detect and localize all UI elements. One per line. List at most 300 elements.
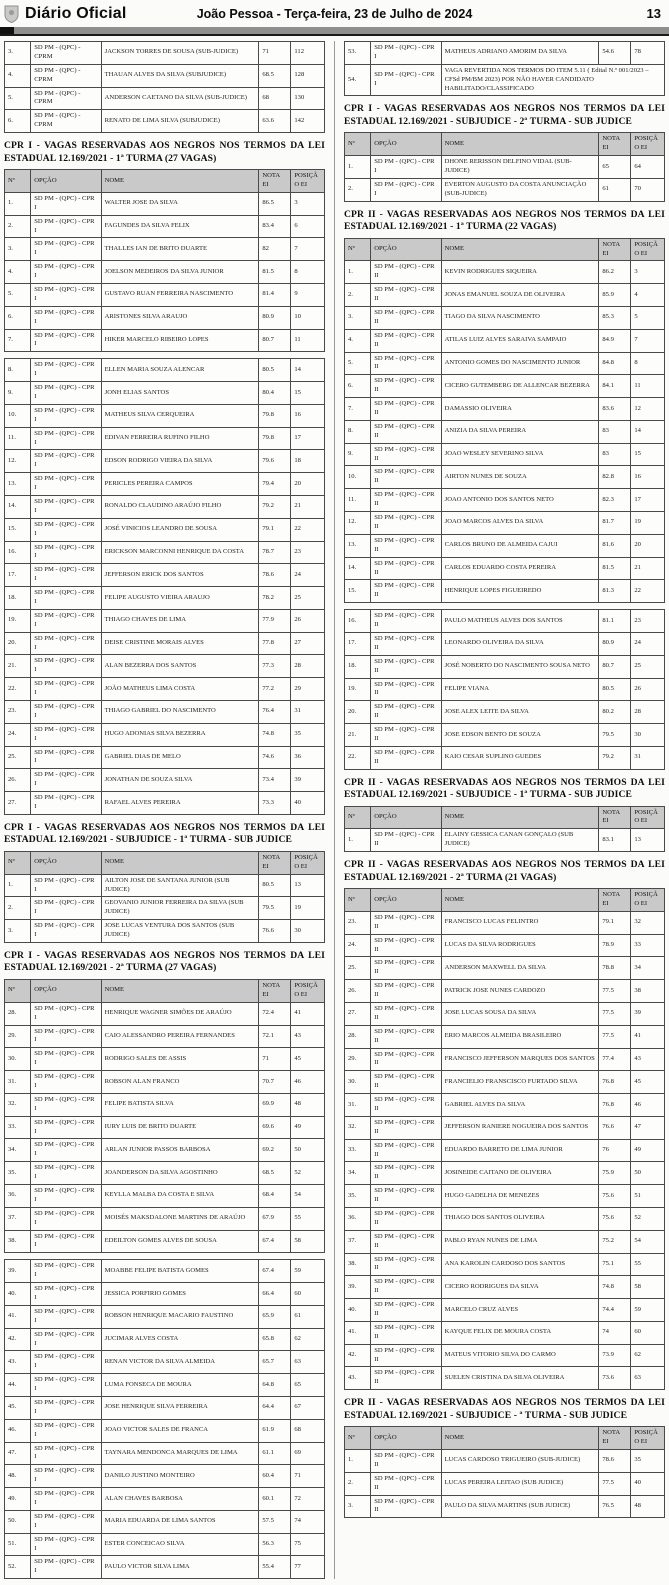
row-nota: 80.9 [259, 306, 291, 329]
table-row [345, 1367, 665, 1390]
row-posicao: 17 [631, 489, 665, 512]
row-opcao: SD PM - (QPC) - CPR I [31, 427, 101, 450]
row-nome: JONH ELIAS SANTOS [101, 382, 259, 405]
row-opcao: SD PM - (QPC) - CPR I [31, 261, 101, 284]
table-row [345, 178, 665, 201]
row-opcao: SD PM - (QPC) - CPR I [31, 1139, 101, 1162]
row-number: 2. [345, 1472, 371, 1495]
column-header-posicao: POSIÇÃO EI [631, 806, 665, 829]
results-table [4, 851, 325, 943]
row-nota: 65.9 [259, 1305, 291, 1328]
row-nota: 67.9 [259, 1207, 291, 1230]
row-nome: ELAINY GESSICA CANAN GONÇALO (SUB JUDICE) [441, 829, 599, 852]
row-posicao: 31 [291, 701, 325, 724]
table-row [5, 1025, 325, 1048]
row-nome: PAULO MATHEUS ALVES DOS SANTOS [441, 610, 599, 633]
row-number: 18. [5, 587, 31, 610]
column-header-opcao: OPÇÃO [371, 889, 441, 912]
row-nome: JUCIMAR ALVES COSTA [101, 1328, 259, 1351]
row-nome: DEISE CRISTINE MORAIS ALVES [101, 632, 259, 655]
table-row [345, 655, 665, 678]
row-nome: TAYNARA MENDONCA MARQUES DE LIMA [101, 1442, 259, 1465]
row-nome: GABRIEL ALVES DA SILVA [441, 1094, 599, 1117]
row-number: 4. [5, 64, 31, 87]
table-row [5, 1116, 325, 1139]
row-nota: 86.2 [599, 261, 631, 284]
row-opcao: SD PM - (QPC) - CPR II [371, 724, 441, 747]
row-opcao: SD PM - (QPC) - CPR II [371, 829, 441, 852]
table-row [5, 1556, 325, 1579]
row-nota: 82.3 [599, 489, 631, 512]
section-title: CPR II - VAGAS RESERVADAS AOS NEGROS NOS TERMOS DA LEI ESTADUAL 12.169/2021 - SUBJUDICE - 1ª TURMA - SUB JUDICE [344, 776, 665, 801]
row-opcao: SD PM - (QPC) - CPR I [31, 359, 101, 382]
table-row [5, 42, 325, 65]
column-header-posicao: POSIÇÃO EI [631, 1427, 665, 1450]
row-opcao: SD PM - (QPC) - CPR I [31, 215, 101, 238]
row-nome: JOSE LUCAS SOUSA DA SILVA [441, 1002, 599, 1025]
row-posicao: 77 [291, 1556, 325, 1579]
row-posicao: 40 [631, 1472, 665, 1495]
row-posicao: 4 [631, 284, 665, 307]
row-nome: PAULO DA SILVA MARTINS (SUB JUDICE) [441, 1495, 599, 1518]
table-row [5, 87, 325, 110]
row-nota: 64.4 [259, 1397, 291, 1420]
row-posicao: 33 [631, 934, 665, 957]
row-opcao: SD PM - (QPC) - CPR I [31, 1116, 101, 1139]
row-nome: KAYQUE FELIX DE MOURA COSTA [441, 1321, 599, 1344]
table-row [345, 1116, 665, 1139]
row-posicao: 52 [631, 1208, 665, 1231]
row-number: 26. [345, 980, 371, 1003]
row-number: 43. [5, 1351, 31, 1374]
table-row [345, 375, 665, 398]
table-row [5, 110, 325, 133]
row-number: 36. [5, 1184, 31, 1207]
table-row [345, 466, 665, 489]
row-nota: 74.8 [599, 1276, 631, 1299]
row-nome: THIAGO DOS SANTOS OLIVEIRA [441, 1208, 599, 1231]
row-nota: 77.9 [259, 609, 291, 632]
row-nome: JOSE HENRIQUE SILVA FERREIRA [101, 1397, 259, 1420]
row-posicao: 70 [631, 178, 665, 201]
row-opcao: SD PM - (QPC) - CPR II [371, 466, 441, 489]
row-nome: HENRIQUE LOPES FIGUEIREDO [441, 580, 599, 603]
row-nome: MATHEUS SILVA CERQUEIRA [101, 404, 259, 427]
row-number: 19. [5, 609, 31, 632]
row-nota: 68.5 [259, 1162, 291, 1185]
row-nome: RENAN VICTOR DA SILVA ALMEIDA [101, 1351, 259, 1374]
row-opcao: SD PM - (QPC) - CPR I [371, 156, 441, 179]
row-number: 26. [5, 769, 31, 792]
row-number: 54. [345, 64, 371, 96]
row-posicao: 54 [631, 1230, 665, 1253]
column-header-nome: NOME [101, 851, 259, 874]
column-header-nota: NOTA EI [259, 851, 291, 874]
table-row [345, 64, 665, 96]
table-row [5, 496, 325, 519]
column-header-opcao: OPÇÃO [371, 1427, 441, 1450]
results-table [344, 132, 665, 201]
right-column [344, 41, 665, 1585]
row-number: 22. [345, 746, 371, 769]
row-opcao: SD PM - (QPC) - CPR II [371, 1495, 441, 1518]
row-opcao: SD PM - (QPC) - CPR II [371, 632, 441, 655]
row-number: 3. [345, 307, 371, 330]
table-row [345, 1185, 665, 1208]
row-opcao: SD PM - (QPC) - CPR II [371, 957, 441, 980]
row-nome: GEOVANIO JUNIOR FERREIRA DA SILVA (SUB JUDICE) [101, 897, 259, 920]
row-opcao: SD PM - (QPC) - CPR II [371, 980, 441, 1003]
row-number: 5. [5, 283, 31, 306]
row-posicao: 7 [291, 238, 325, 261]
row-opcao: SD PM - (QPC) - CPR II [371, 1208, 441, 1231]
row-nota: 79.6 [259, 450, 291, 473]
row-number: 52. [5, 1556, 31, 1579]
table-row [345, 398, 665, 421]
row-posicao: 60 [631, 1321, 665, 1344]
table-row [345, 1048, 665, 1071]
table-row [345, 420, 665, 443]
row-posicao: 3 [631, 261, 665, 284]
table-row [345, 1094, 665, 1117]
column-header-num: Nº [5, 170, 31, 193]
row-opcao: SD PM - (QPC) - CPRM [31, 42, 101, 65]
row-posicao: 26 [631, 678, 665, 701]
row-number: 39. [345, 1276, 371, 1299]
row-nome: LUCAS CARDOSO TRIGUEIRO (SUB-JUDICE) [441, 1449, 599, 1472]
row-nome: JACKSON TORRES DE SOUSA (SUB-JUDICE) [101, 42, 259, 65]
row-nota: 80.9 [599, 632, 631, 655]
row-opcao: SD PM - (QPC) - CPR I [31, 1510, 101, 1533]
results-table [344, 1426, 665, 1518]
table-row [345, 1344, 665, 1367]
row-nome: KEVIN RODRIGUES SIQUEIRA [441, 261, 599, 284]
row-number: 16. [345, 610, 371, 633]
row-posicao: 13 [291, 874, 325, 897]
row-nota: 68.5 [259, 64, 291, 87]
row-opcao: SD PM - (QPC) - CPR II [371, 1185, 441, 1208]
row-opcao: SD PM - (QPC) - CPR II [371, 580, 441, 603]
column-header-nome: NOME [101, 979, 259, 1002]
row-nome: ANIZIA DA SILVA PEREIRA [441, 420, 599, 443]
row-nota: 61 [599, 178, 631, 201]
table-row [345, 1139, 665, 1162]
row-nome: GUSTAVO RUAN FERREIRA NASCIMENTO [101, 283, 259, 306]
table-row [5, 1207, 325, 1230]
row-posicao: 23 [291, 541, 325, 564]
row-nota: 78.6 [599, 1449, 631, 1472]
row-nota: 81.3 [599, 580, 631, 603]
section-title: CPR II - VAGAS RESERVADAS AOS NEGROS NOS TERMOS DA LEI ESTADUAL 12.169/2021 - SUBJUDICE - ª TURMA - SUB JUDICE [344, 1397, 665, 1421]
row-opcao: SD PM - (QPC) - CPR II [371, 1094, 441, 1117]
column-header-posicao: POSIÇÃO EI [291, 170, 325, 193]
row-number: 14. [5, 496, 31, 519]
row-nome: ATILAS LUIZ ALVES SARAIVA SAMPAIO [441, 329, 599, 352]
table-row [345, 557, 665, 580]
row-number: 35. [5, 1162, 31, 1185]
row-number: 1. [345, 261, 371, 284]
row-nota: 80.7 [599, 655, 631, 678]
row-nome: ERICKSON MARCONNI HENRIQUE DA COSTA [101, 541, 259, 564]
table-row [345, 1321, 665, 1344]
table-row [345, 724, 665, 747]
row-posicao: 46 [631, 1094, 665, 1117]
table-row [345, 1253, 665, 1276]
table-row [5, 1510, 325, 1533]
row-posicao: 36 [291, 746, 325, 769]
row-number: 18. [345, 655, 371, 678]
column-header-nome: NOME [441, 133, 599, 156]
row-nota: 66.4 [259, 1283, 291, 1306]
row-posicao: 43 [631, 1048, 665, 1071]
row-nota: 75.1 [599, 1253, 631, 1276]
table-row [5, 769, 325, 792]
table-row [5, 564, 325, 587]
masthead-title: Diário Oficial [25, 4, 127, 22]
row-number: 40. [5, 1283, 31, 1306]
row-posicao: 16 [291, 404, 325, 427]
row-opcao: SD PM - (QPC) - CPR I [31, 655, 101, 678]
row-opcao: SD PM - (QPC) - CPR II [371, 1230, 441, 1253]
row-posicao: 6 [291, 215, 325, 238]
table-row [5, 306, 325, 329]
row-opcao: SD PM - (QPC) - CPR I [31, 382, 101, 405]
row-number: 50. [5, 1510, 31, 1533]
row-number: 33. [5, 1116, 31, 1139]
row-posicao: 43 [291, 1025, 325, 1048]
row-opcao: SD PM - (QPC) - CPRM [31, 64, 101, 87]
row-nota: 73.3 [259, 792, 291, 815]
table-header-row [345, 238, 665, 261]
column-header-num: Nº [345, 806, 371, 829]
table-row [5, 701, 325, 724]
row-posicao: 39 [631, 1002, 665, 1025]
row-opcao: SD PM - (QPC) - CPR I [31, 769, 101, 792]
row-nota: 84.1 [599, 375, 631, 398]
row-nome: EDEILTON GOMES ALVES DE SOUSA [101, 1230, 259, 1253]
row-nota: 75.6 [599, 1208, 631, 1231]
row-nota: 60.4 [259, 1465, 291, 1488]
row-posicao: 51 [631, 1185, 665, 1208]
row-nome: JONAS EMANUEL SOUZA DE OLIVEIRA [441, 284, 599, 307]
row-opcao: SD PM - (QPC) - CPR I [371, 42, 441, 65]
row-opcao: SD PM - (QPC) - CPR I [31, 587, 101, 610]
table-row [5, 215, 325, 238]
row-number: 6. [345, 375, 371, 398]
table-row [5, 1283, 325, 1306]
row-nome: FRANCISCO JEFFERSON MARQUES DOS SANTOS [441, 1048, 599, 1071]
row-nota: 82.8 [599, 466, 631, 489]
row-opcao: SD PM - (QPC) - CPR I [31, 1184, 101, 1207]
row-opcao: SD PM - (QPC) - CPR I [31, 1071, 101, 1094]
column-header-num: Nº [345, 889, 371, 912]
row-opcao: SD PM - (QPC) - CPR I [371, 178, 441, 201]
row-nome: FELIPE AUGUSTO VIEIRA ARAUJO [101, 587, 259, 610]
row-nota: 69.2 [259, 1139, 291, 1162]
column-header-num: Nº [5, 851, 31, 874]
row-opcao: SD PM - (QPC) - CPR I [31, 1328, 101, 1351]
row-nome: MATEUS VITORIO SILVA DO CARMO [441, 1344, 599, 1367]
row-number: 31. [345, 1094, 371, 1117]
row-posicao: 15 [291, 382, 325, 405]
row-nome: LUMA FONSECA DE MOURA [101, 1374, 259, 1397]
row-nome: AILTON JOSE DE SANTANA JUNIOR (SUB JUDICE) [101, 874, 259, 897]
table-row [5, 192, 325, 215]
row-nome: AIRTON NUNES DE SOUZA [441, 466, 599, 489]
row-number: 24. [5, 723, 31, 746]
table-row [345, 632, 665, 655]
row-nome: PERICLES PEREIRA CAMPOS [101, 473, 259, 496]
row-number: 17. [345, 632, 371, 655]
column-header-num: Nº [345, 238, 371, 261]
row-nome: JOSINEIDE CAITANO DE OLIVEIRA [441, 1162, 599, 1185]
table-row [5, 587, 325, 610]
row-nome: JOSE LUCAS VENTURA DOS SANTOS (SUB JUDICE) [101, 920, 259, 943]
results-table [4, 41, 325, 133]
row-nota: 81.6 [599, 534, 631, 557]
row-posicao: 67 [291, 1397, 325, 1420]
row-opcao: SD PM - (QPC) - CPR I [31, 1465, 101, 1488]
table-row [5, 897, 325, 920]
table-row [5, 678, 325, 701]
row-posicao: 47 [631, 1116, 665, 1139]
row-nota: 79.4 [259, 473, 291, 496]
section-title: CPR I - VAGAS RESERVADAS AOS NEGROS NOS TERMOS DA LEI ESTADUAL 12.169/2021 - 2ª TURMA (27 VAGAS) [4, 950, 325, 974]
table-row [345, 746, 665, 769]
row-nome: DANILO JUSTINO MONTEIRO [101, 1465, 259, 1488]
row-number: 38. [5, 1230, 31, 1253]
row-number: 48. [5, 1465, 31, 1488]
row-nome: JOAO ANTONIO DOS SANTOS NETO [441, 489, 599, 512]
row-number: 31. [5, 1071, 31, 1094]
table-row [345, 1025, 665, 1048]
row-nota: 64.8 [259, 1374, 291, 1397]
row-nome: LUCAS PEREIRA LEITAO (SUB JUDICE) [441, 1472, 599, 1495]
row-number: 13. [345, 534, 371, 557]
row-opcao: SD PM - (QPC) - CPR I [31, 701, 101, 724]
column-header-nota: NOTA EI [599, 238, 631, 261]
row-nota: 65.7 [259, 1351, 291, 1374]
row-opcao: SD PM - (QPC) - CPR I [31, 746, 101, 769]
table-row [345, 678, 665, 701]
row-posicao: 12 [631, 398, 665, 421]
row-opcao: SD PM - (QPC) - CPR II [371, 284, 441, 307]
row-posicao: 48 [631, 1495, 665, 1518]
table-row [5, 518, 325, 541]
row-nome: ARISTONES SILVA ARAUJO [101, 306, 259, 329]
row-opcao: SD PM - (QPC) - CPR II [371, 420, 441, 443]
row-nome: PABLO RYAN NUNES DE LIMA [441, 1230, 599, 1253]
row-opcao: SD PM - (QPC) - CPR I [31, 1162, 101, 1185]
row-number: 36. [345, 1208, 371, 1231]
row-number: 5. [345, 352, 371, 375]
row-nome: HUGO ADONIAS SILVA BEZERRA [101, 723, 259, 746]
row-posicao: 50 [631, 1162, 665, 1185]
row-number: 35. [345, 1185, 371, 1208]
row-nome: JONATHAN DE SOUZA SILVA [101, 769, 259, 792]
row-opcao: SD PM - (QPC) - CPR II [371, 1472, 441, 1495]
row-posicao: 8 [631, 352, 665, 375]
row-posicao: 34 [631, 957, 665, 980]
table-row [345, 512, 665, 535]
row-posicao: 22 [291, 518, 325, 541]
row-number: 7. [5, 329, 31, 352]
row-nome: RONALDO CLAUDINO ARAÚJO FILHO [101, 496, 259, 519]
row-posicao: 52 [291, 1162, 325, 1185]
row-number: 51. [5, 1533, 31, 1556]
table-row [5, 655, 325, 678]
table-row [5, 1260, 325, 1283]
row-number: 30. [345, 1071, 371, 1094]
row-nota: 81.5 [259, 261, 291, 284]
row-opcao: SD PM - (QPC) - CPR I [31, 238, 101, 261]
row-number: 15. [345, 580, 371, 603]
row-number: 1. [5, 874, 31, 897]
row-posicao: 55 [631, 1253, 665, 1276]
row-number: 15. [5, 518, 31, 541]
row-number: 1. [345, 1449, 371, 1472]
column-header-num: Nº [345, 133, 371, 156]
table-row [345, 329, 665, 352]
row-number: 44. [5, 1374, 31, 1397]
row-nota: 78.7 [259, 541, 291, 564]
row-number: 23. [5, 701, 31, 724]
row-posicao: 14 [291, 359, 325, 382]
row-nota: 83 [599, 420, 631, 443]
row-number: 29. [345, 1048, 371, 1071]
row-posicao: 11 [631, 375, 665, 398]
row-posicao: 16 [631, 466, 665, 489]
row-number: 28. [5, 1002, 31, 1025]
row-opcao: SD PM - (QPC) - CPR I [31, 792, 101, 815]
section-title: CPR II - VAGAS RESERVADAS AOS NEGROS NOS TERMOS DA LEI ESTADUAL 12.169/2021 - 2ª TURMA (21 VAGAS) [344, 859, 665, 883]
row-number: 12. [5, 450, 31, 473]
row-opcao: SD PM - (QPC) - CPR I [31, 678, 101, 701]
row-posicao: 72 [291, 1488, 325, 1511]
row-number: 1. [5, 192, 31, 215]
row-number: 6. [5, 306, 31, 329]
table-row [345, 307, 665, 330]
table-row [345, 1208, 665, 1231]
row-nome: ALAN BEZERRA DOS SANTOS [101, 655, 259, 678]
table-row [5, 1093, 325, 1116]
row-posicao: 18 [291, 450, 325, 473]
row-opcao: SD PM - (QPC) - CPR I [31, 897, 101, 920]
row-number: 23. [345, 911, 371, 934]
row-posicao: 45 [631, 1071, 665, 1094]
row-opcao: SD PM - (QPC) - CPR I [31, 1488, 101, 1511]
table-row [345, 1449, 665, 1472]
table-row [5, 541, 325, 564]
row-nome: CARLOS EDUARDO COSTA PEREIRA [441, 557, 599, 580]
row-number: 47. [5, 1442, 31, 1465]
row-nome: EDSON RODRIGO VIEIRA DA SILVA [101, 450, 259, 473]
row-nota: 77.4 [599, 1048, 631, 1071]
row-nota: 74.6 [259, 746, 291, 769]
row-nota: 77.8 [259, 632, 291, 655]
row-nota: 73.9 [599, 1344, 631, 1367]
row-nota: 79.5 [599, 724, 631, 747]
row-opcao: SD PM - (QPC) - CPR II [371, 307, 441, 330]
row-opcao: SD PM - (QPC) - CPR I [31, 1025, 101, 1048]
row-posicao: 35 [291, 723, 325, 746]
table-row [5, 1048, 325, 1071]
row-nome: JOELSON MEDEIROS DA SILVA JUNIOR [101, 261, 259, 284]
row-nome: CICERO RODRIGUES DA SILVA [441, 1276, 599, 1299]
row-nome: TIAGO DA SILVA NASCIMENTO [441, 307, 599, 330]
row-posicao: 11 [291, 329, 325, 352]
row-nome: CARLOS BRUNO DE ALMEIDA CAJUI [441, 534, 599, 557]
